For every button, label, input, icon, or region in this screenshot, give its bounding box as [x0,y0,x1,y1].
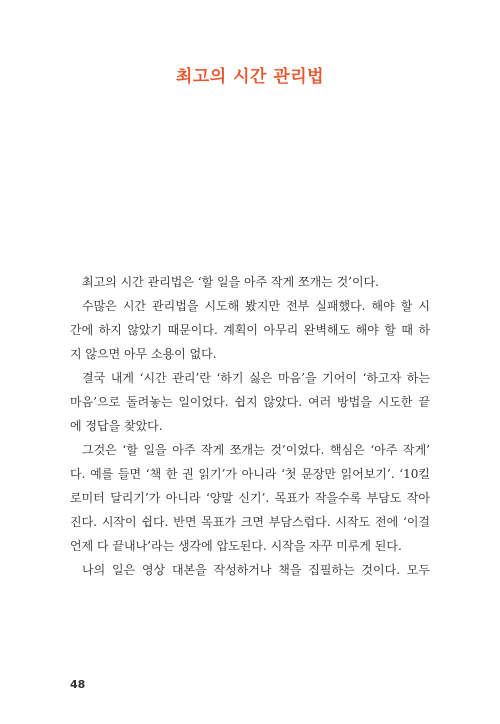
text-line: 그것은 ‘할 일을 아주 작게 쪼개는 것’이었다. 핵심은 ‘아주 작게’ [82,443,430,457]
page-number: 48 [70,678,86,691]
text-line: 마음’으로 돌려놓는 일이었다. 쉽지 않았다. 여러 방법을 시도한 끝 [70,395,430,409]
chapter-title: 최고의 시간 관리법 [175,67,325,87]
text-line: 지 않으면 아무 소용이 없다. [70,347,217,361]
text-line: 간에 하지 않았기 때문이다. 계획이 아무리 완벽해도 해야 할 때 하 [70,323,430,337]
text-line: 최고의 시간 관리법은 ‘할 일을 아주 작게 쪼개는 것’이다. [82,275,379,289]
text-line: 진다. 시작이 쉽다. 반면 목표가 크면 부담스럽다. 시작도 전에 ‘이걸 [70,515,430,529]
text-line: 다. 예를 들면 ‘책 한 권 읽기’가 아니라 ‘첫 문장만 읽어보기’. ‘10킬 [70,467,430,481]
text-line: 결국 내게 ‘시간 관리’란 ‘하기 싫은 마음’을 기어이 ‘하고자 하는 [82,371,430,385]
text-line: 언제 다 끝내나’라는 생각에 압도된다. 시작을 자꾸 미루게 된다. [70,539,402,553]
text-line: 에 정답을 찾았다. [70,419,163,433]
text-line: 수많은 시간 관리법을 시도해 봤지만 전부 실패했다. 해야 할 시 [82,299,430,313]
body-text [70,270,430,582]
text-line: 로미터 달리기’가 아니라 ‘양말 신기’. 목표가 작을수록 부담도 작아 [70,491,430,505]
text-line: 나의 일은 영상 대본을 작성하거나 책을 집필하는 것이다. 모두 [82,563,430,577]
